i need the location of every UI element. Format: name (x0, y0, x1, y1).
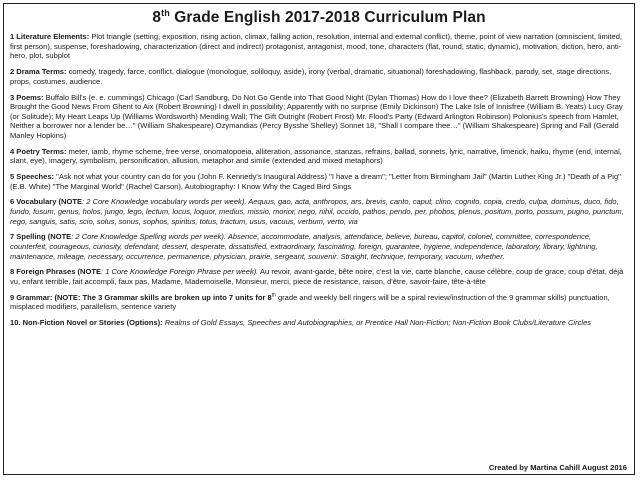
section-label: 9 Grammar: (10, 292, 53, 302)
section-drama-terms (10, 67, 628, 86)
section-body: Au revoir, avant-garde, bête noire, c'est la vie, carte blanche, cause célèbre, coup de grace, coup d'état, déjà vu, enfant terrible, fait accompli, faux pas, Madame, Mademoiselle, Monsieur, merci, piece de resistance, raison, d'être, savoir-faire, tête-à-tête (10, 267, 624, 286)
title-grade-number: 8 (152, 9, 162, 27)
author-credit: Created by Martina Cahill August 2016 (488, 463, 627, 472)
section-label: 8 Foreign Phrases (NOTE (10, 267, 102, 277)
section-body: Absence, accommodate, analysis, attendance, believe, bureau, capitol, colonel, committee, correspondence, counterfeit, courageous, curiosity, defendant, dessert, desperate, dissatisfied, extraordinary, fascinating, foreign, guarantee, hygiene, independence, laboratory, library, lightning, maintenance, mileage, necessary, occurrence, permanence, physician, prairie, sergeant, souvenir. Straight, technique, temporary, vacuum, whether. (10, 232, 598, 261)
section-body: "Ask not what your country can do for you (John F. Kennedy's Inaugural Address) "I have a dream"; "Letter from Birmingham Jail" (Martin Luther King Jr.) "Death of a Pig" (E.B. White) "The Marginal World" (Rachel Carson), Autobiography: I Know Why the Caged Bird Sings (10, 172, 621, 191)
section-poems (10, 93, 628, 141)
section-note: : 2 Core Knowledge vocabulary words per week). (82, 197, 247, 207)
section-body: Realms of Gold Essays, Speeches and Autobiographies, or Prentice Hall Non-Fiction; Non-Fiction Book Clubs/Literature Circles (162, 318, 592, 328)
title-grade-suffix: th (161, 8, 170, 18)
section-vocabulary (10, 197, 628, 226)
section-poetry-terms (10, 147, 628, 166)
section-label: 2 Drama Terms: (10, 67, 67, 77)
section-body: punctuation, misplaced modifiers, parallelism, sentence variety (10, 292, 610, 312)
section-note: : 1 Core Knowledge Foreign Phrase per week). (101, 267, 259, 277)
section-body: Buffalo Bill's (e. e. cummings) Chicago (Carl Sandburg, Do Not Go Gentle into That Good Night (Dylan Thomas) How do I love thee? (Elizabeth Barrett Browning) How They Brought the Good News From Ghent to Aix (Robert Browning) I dwell in possibility; Apparently with no surprise (Emily Dickinson) The Lake Isle of Innisfree (William B. Yeats) Lucy Gray (or Solitude); My Heart Leaps Up (Williams Wordsworth) Mending Wall; The Gift Outright (Robert Frost) Mr. Flood's Party (Edward Arlington Robinson) Polonius's speech from Hamlet, Neither a borrower nor a lender be…" (William Shakespeare) Ozymandias (Percy Bysshe Shelley) Sonnet 18, "Shall I compare thee…" (William Shakespeare) Spring and Fall (Gerald Manley Hopkins) (10, 92, 623, 140)
curriculum-document (3, 3, 635, 475)
page-title (10, 8, 628, 27)
section-spelling (10, 232, 628, 261)
section-literature-elements (10, 32, 628, 61)
section-foreign-phrases (10, 267, 628, 286)
section-note-tail: grade and weekly bell ringers will be a spiral review/instruction of the 9 grammar skills) (275, 292, 567, 302)
section-label: 6 Vocabulary (NOTE (10, 197, 82, 207)
section-note: (NOTE: The 3 Grammar skills are broken up into 7 units for 8 (52, 292, 272, 302)
section-label: 7 Spelling (NOTE (10, 232, 72, 242)
section-body: comedy, tragedy, farce, conflict, dialogue (monologue, soliloquy, aside), irony (verbal, dramatic, situational) foreshadowing, flashback, parody, set, stage directions, props, costumes, audience. (10, 67, 612, 86)
section-speeches (10, 172, 628, 191)
section-note: : 2 Core Knowledge Spelling words per week). (71, 232, 227, 242)
section-label: 5 Speeches: (10, 172, 55, 182)
section-label: 10. Non-Fiction Novel or Stories (Options): (10, 318, 163, 328)
section-note-sup: th (271, 292, 276, 299)
section-non-fiction (10, 318, 628, 328)
section-label: 3 Poems: (10, 92, 44, 102)
section-grammar (10, 293, 628, 312)
title-rest: Grade English 2017-2018 Curriculum Plan (169, 9, 486, 27)
section-body: meter, iamb, rhyme scheme, free verse, onomatopoeia, alliteration, assonance, stanzas, refrains, ballad, sonnets, lyric, narrative, limerick, haiku, rhyme (end, internal, slant, eye), imagery, symbolism, personification, allusion, metaphor and simile (extended and mixed metaphors) (10, 146, 622, 166)
section-label: 4 Poetry Terms: (10, 146, 67, 156)
section-label: 1 Literature Elements: (10, 32, 90, 42)
section-body: Plot triangle (setting, exposition, rising action, climax, falling action, resolution, internal and external conflict), theme, point of view narration (omniscient, limited, first person), suspense, foreshadowing, characterization (direct and indirect) protagonist, antagonist, mood, tone, characters (flat, round, static, dynamic), motivation, diction, hero, anti-hero, plot, subplot (10, 32, 623, 61)
section-body: Aequus, gao, acta, anthropos, ars, brevis, canto, caput, clino, cognito, copia, credo, culpa, dominus, duco, fido, fundo, fusum, genus, holos, jungo, lego, lectum, locus, loquor, medius, missio, morior, nego, nihil, occido, pathos, pendo, per, phobos, plenus, positum, porto, possum, pugno, punctum, rego, sanguis, satis, scio, solus, sonus, sophos, spiritus, totus, tractum, usus, vacuus, verbum, verto, via (10, 197, 624, 226)
